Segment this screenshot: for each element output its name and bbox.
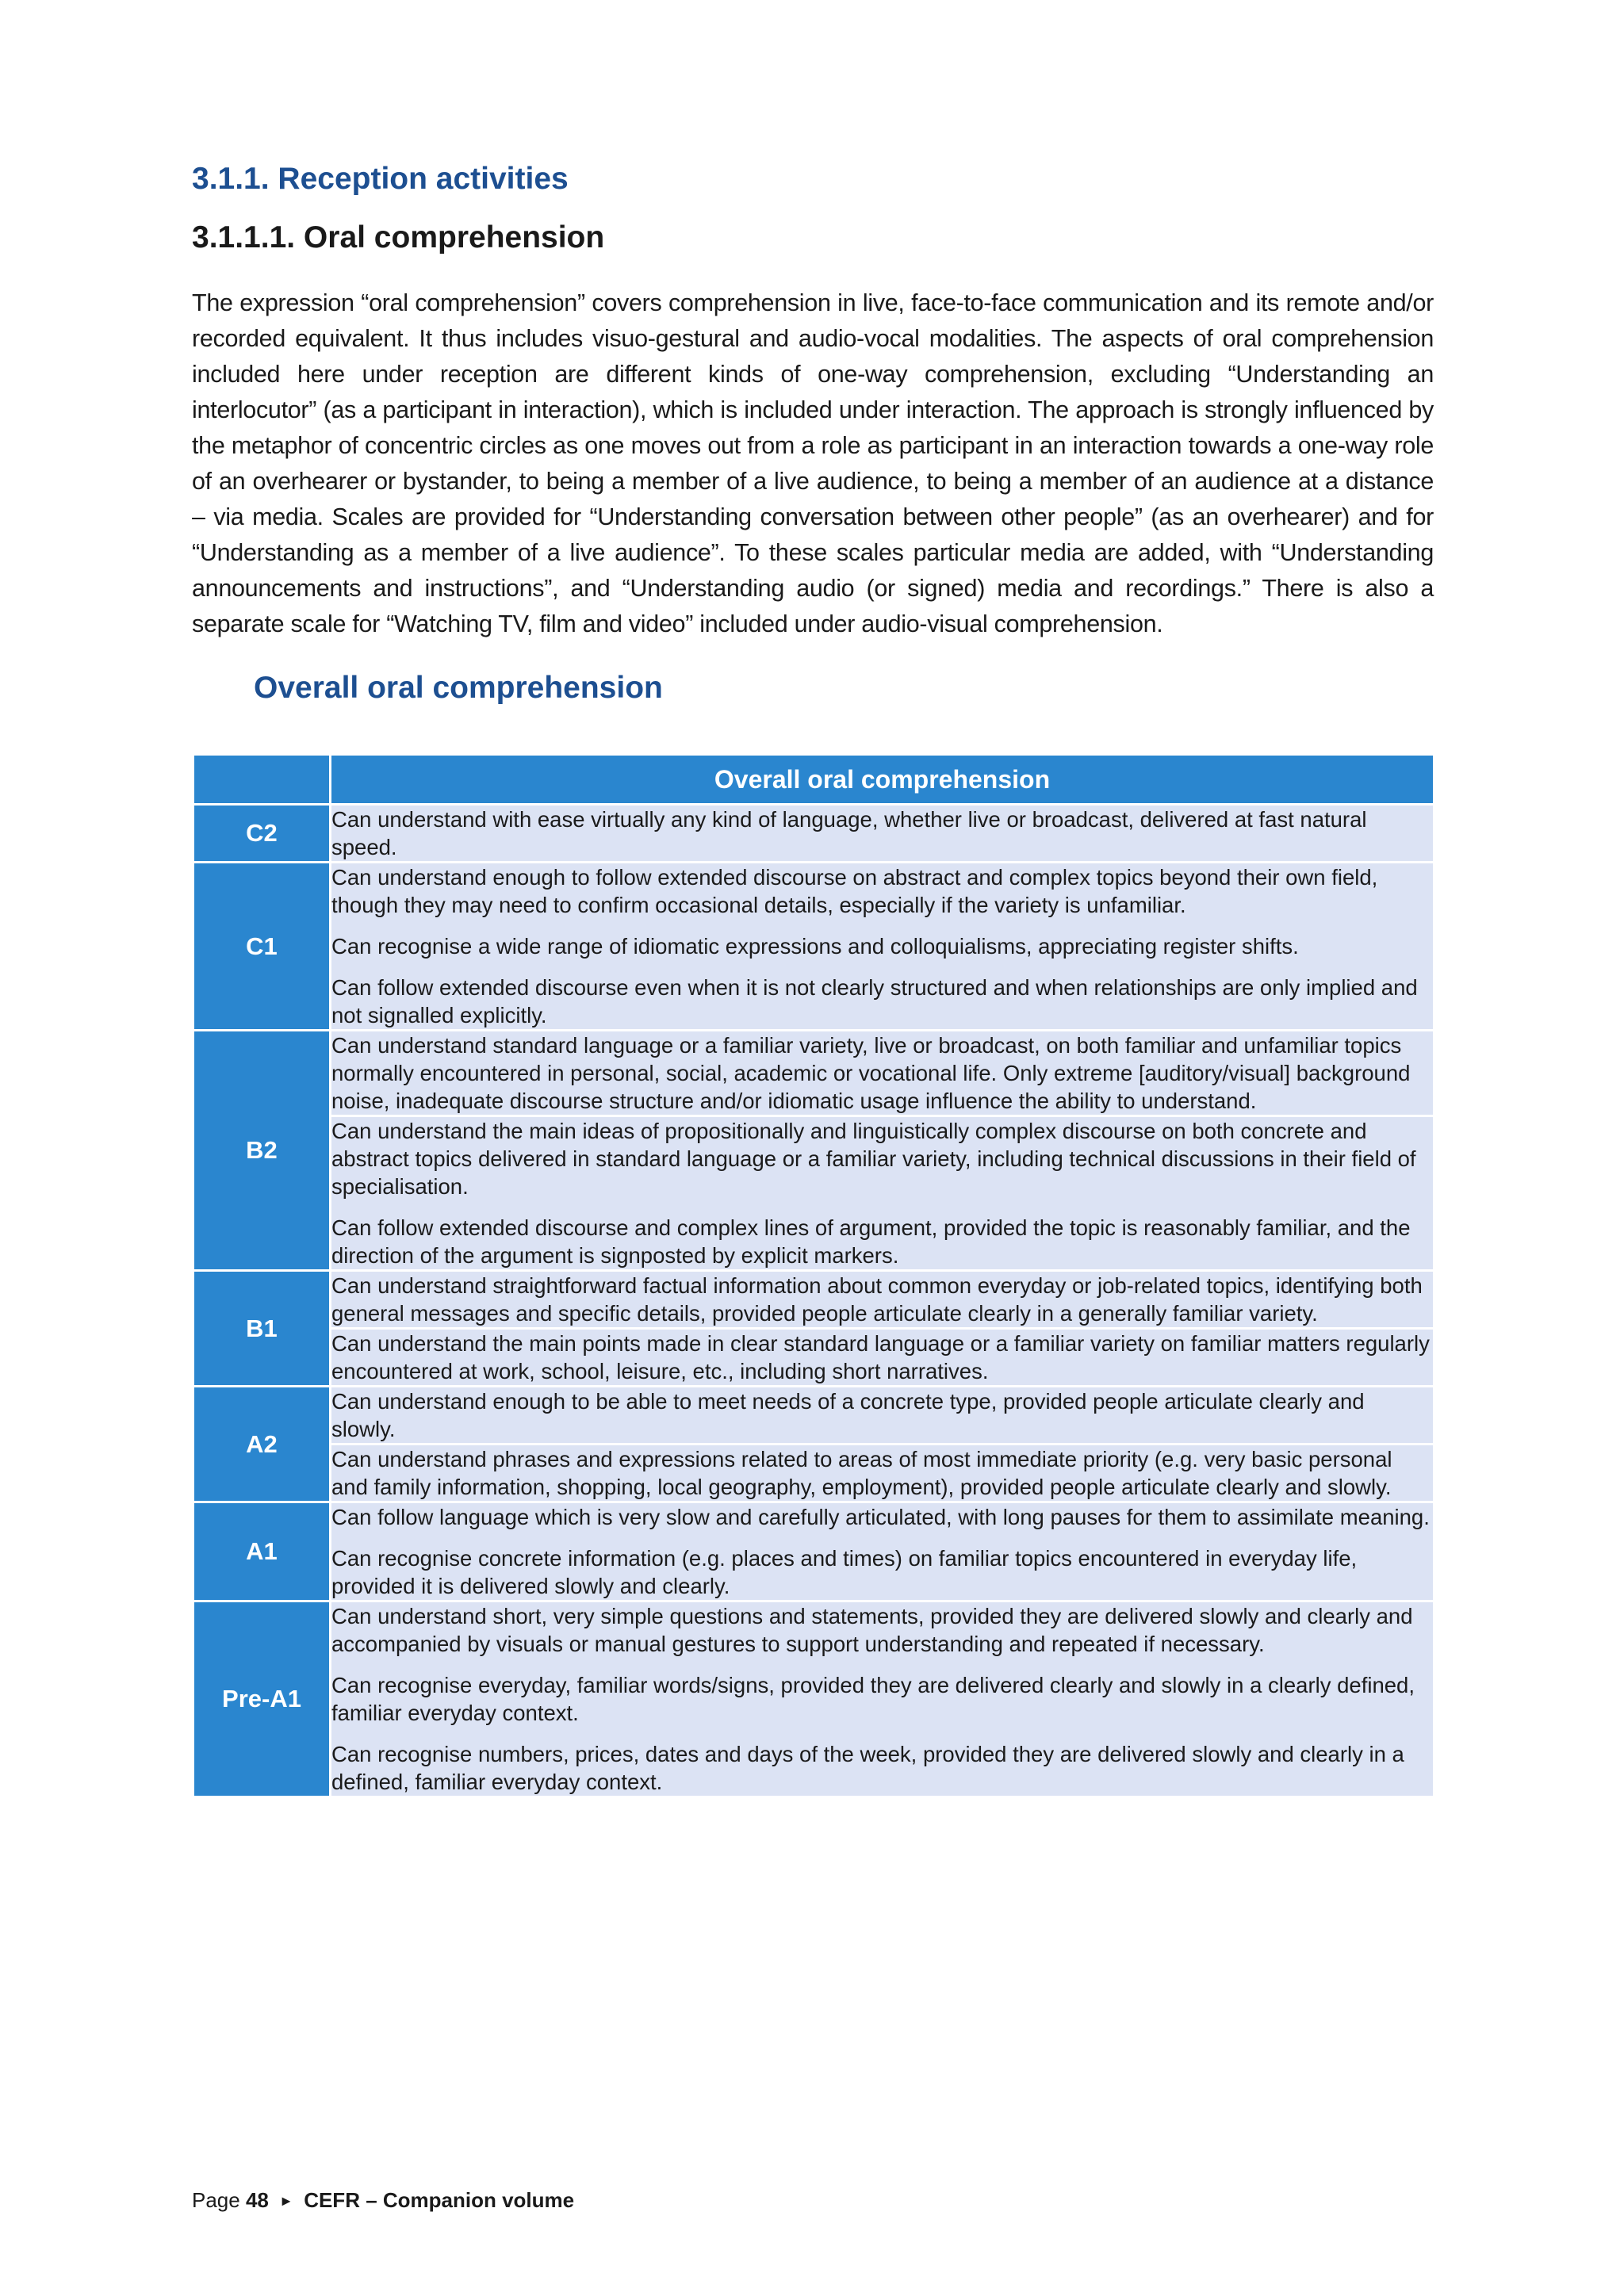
table-row: [193, 1329, 1434, 1387]
table-row: [193, 1271, 1434, 1329]
scale-heading: Overall oral comprehension: [254, 671, 663, 705]
descriptor-text: Can understand with ease virtually any kind of language, whether live or broadcast, delivered at fast natural speed.: [331, 807, 1367, 859]
subsection-title: 3.1.1.1. Oral comprehension: [192, 220, 605, 254]
descriptor-text: Can recognise numbers, prices, dates and days of the week, provided they are delivered slowly and clearly in a defined, familiar everyday context.: [331, 1742, 1404, 1794]
descriptor-text: Can understand the main ideas of propositionally and linguistically complex discourse on both concrete and abstract topics delivered in standard language or a familiar variety, including technical discussions in their field of specialisation.: [331, 1119, 1416, 1199]
descriptor-cell: [331, 1031, 1434, 1116]
table-row: [193, 1387, 1434, 1445]
descriptor-text: Can follow language which is very slow and carefully articulated, with long pauses for them to assimilate meaning.: [331, 1505, 1430, 1529]
descriptor-cell: [331, 1271, 1434, 1329]
descriptor-text: Can recognise everyday, familiar words/signs, provided they are delivered clearly and slowly in a clearly defined, familiar everyday context.: [331, 1673, 1415, 1725]
descriptor-text: Can understand short, very simple questions and statements, provided they are delivered slowly and clearly and accompanied by visuals or manual gestures to support understanding and repeated if necessary.: [331, 1604, 1413, 1656]
table-body: [193, 805, 1434, 1797]
level-cell: B2: [193, 1031, 331, 1271]
table-row: [193, 1031, 1434, 1116]
level-cell: A2: [193, 1387, 331, 1502]
descriptor-text: Can understand straightforward factual information about common everyday or job-related topics, identifying both general messages and specific details, provided people articulate clearly in a generally familiar variety.: [331, 1273, 1423, 1326]
descriptor-cell: [331, 863, 1434, 1031]
descriptor-cell: [331, 1502, 1434, 1601]
descriptor-cell: [331, 1445, 1434, 1502]
level-cell: A1: [193, 1502, 331, 1601]
descriptor-cell: [331, 805, 1434, 863]
header-corner-cell: [193, 755, 331, 805]
intro-paragraph: The expression “oral comprehension” covers comprehension in live, face-to-face communication and its remote and/or recorded equivalent. It thus includes visuo-gestural and audio-vocal modalities. The aspects of oral comprehension included here under reception are different kinds of one-way comprehension, excluding “Understanding an interlocutor” (as a participant in interaction), which is included under interaction. The approach is strongly influenced by the metaphor of concentric circles as one moves out from a role as participant in an interaction towards a one-way role of an overhearer or bystander, to being a member of a live audience, to being a member of an audience at a distance – via media. Scales are provided for “Understanding conversation between other people” (as an overhearer) and for “Understanding as a member of a live audience”. To these scales particular media are added, with “Understanding announcements and instructions”, and “Understanding audio (or signed) media and recordings.” There is also a separate scale for “Watching TV, film and video” included under audio-visual comprehension.: [192, 289, 1434, 637]
section-title: 3.1.1. Reception activities: [192, 162, 569, 196]
descriptor-text: Can understand phrases and expressions related to areas of most immediate priority (e.g. very basic personal and family information, shopping, local geography, employment), provided people articulate clearly and slowly.: [331, 1447, 1392, 1499]
descriptor-text: Can understand standard language or a familiar variety, live or broadcast, on both familiar and unfamiliar topics normally encountered in personal, social, academic or vocational life. Only extreme [auditory/visual] background noise, inadequate discourse structure and/or idiomatic usage influence the ability to understand.: [331, 1033, 1411, 1113]
table-row: [193, 1116, 1434, 1271]
level-cell: C1: [193, 863, 331, 1031]
footer-page-label: Page: [192, 2188, 240, 2212]
descriptor-text: Can understand the main points made in clear standard language or a familiar variety on familiar matters regularly encountered at work, school, leisure, etc., including short narratives.: [331, 1331, 1430, 1383]
level-cell: Pre-A1: [193, 1601, 331, 1797]
descriptor-text: Can understand enough to be able to meet needs of a concrete type, provided people articulate clearly and slowly.: [331, 1389, 1365, 1441]
footer-publication: CEFR – Companion volume: [304, 2188, 575, 2212]
descriptor-cell: [331, 1329, 1434, 1387]
table-row: [193, 1601, 1434, 1797]
descriptor-text: Can follow extended discourse even when it is not clearly structured and when relationships are only implied and not signalled explicitly.: [331, 975, 1418, 1027]
table-header-title: Overall oral comprehension: [331, 755, 1434, 805]
descriptor-text: Can recognise concrete information (e.g. places and times) on familiar topics encountered in everyday life, provided it is delivered slowly and clearly.: [331, 1546, 1358, 1598]
table-row: [193, 863, 1434, 1031]
descriptor-table: [192, 753, 1435, 1798]
table-header-row: [193, 755, 1434, 805]
descriptor-text: Can understand enough to follow extended discourse on abstract and complex topics beyond their own field, though they may need to confirm occasional details, especially if the variety is unfamiliar.: [331, 865, 1378, 917]
table-row: [193, 805, 1434, 863]
page-footer: [192, 2188, 574, 2213]
descriptor-text: Can follow extended discourse and complex lines of argument, provided the topic is reasonably familiar, and the direction of the argument is signposted by explicit markers.: [331, 1215, 1411, 1268]
footer-arrow-icon: ►: [279, 2193, 293, 2209]
descriptor-cell: [331, 1116, 1434, 1271]
table-row: [193, 1502, 1434, 1601]
level-cell: C2: [193, 805, 331, 863]
footer-page-number: 48: [245, 2188, 269, 2212]
descriptor-text: Can recognise a wide range of idiomatic expressions and colloquialisms, appreciating register shifts.: [331, 934, 1299, 959]
descriptor-cell: [331, 1387, 1434, 1445]
table-row: [193, 1445, 1434, 1502]
level-cell: B1: [193, 1271, 331, 1387]
descriptor-cell: [331, 1601, 1434, 1797]
